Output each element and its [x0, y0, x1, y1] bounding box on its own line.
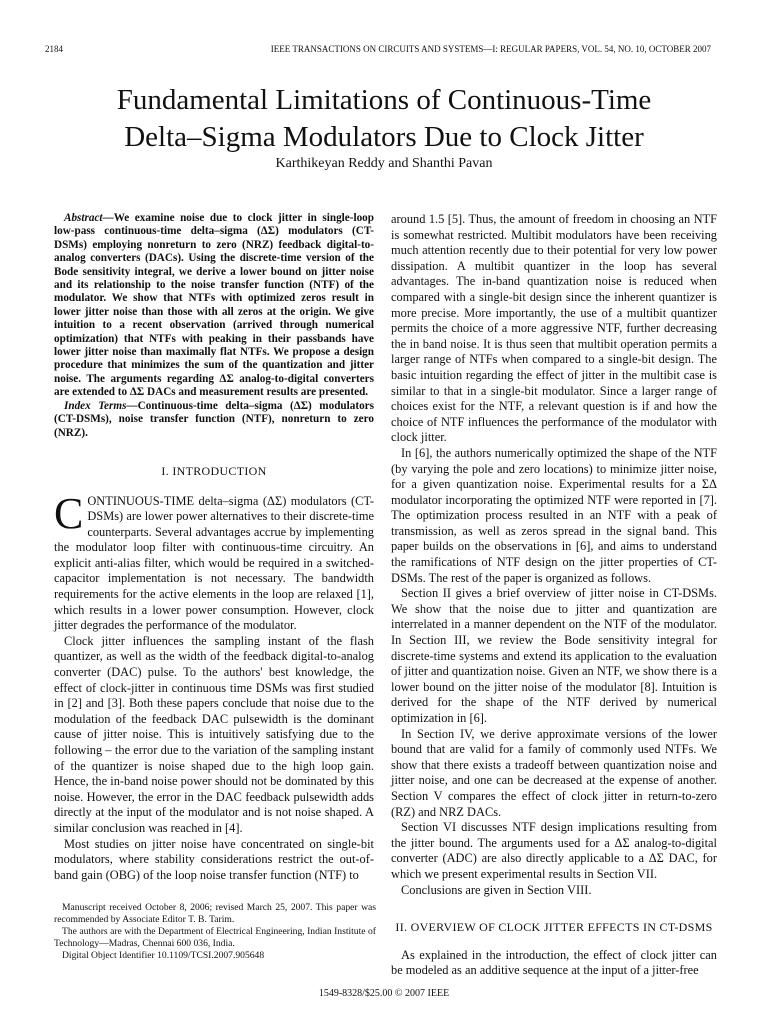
title-line-2: Delta–Sigma Modulators Due to Clock Jitter — [124, 121, 644, 153]
intro-paragraph-3: Most studies on jitter noise have concentrated on single-bit modulators, where stability considerations restrict the out-of-band gain (OBG) of the loop noise transfer function (NTF) to — [54, 836, 374, 882]
left-column — [54, 212, 374, 883]
intro-paragraph-2: Clock jitter influences the sampling instant of the flash quantizer, as well as the width of the feedback digital-to-analog converter (DAC) pulse. To the authors' best knowledge, the effect of clock-jitter in continuous time DSMs was first studied in [2] and [3]. Both these papers conclude that noise due to the modulation of the feedback DAC pulsewidth is the dominant cause of jitter noise. This is intuitively satisfying due to the following – the error due to the variation of the sampling instant of the quantizer is noise shaped due to the high loop gain. Hence, the in-band noise power should not be dominated by this noise. However, the error in the DAC feedback pulsewidth adds directly at the input of the modulator and is not noise shaped. A similar conclusion was reached in [4]. — [54, 633, 374, 835]
right-paragraph-3: Section II gives a brief overview of jitter noise in CT-DSMs. We show that the noise due to jitter and quantization are interrelated in a manner dependent on the NTF of the modulator. In Section III, we review the Bode sensitivity integral for discrete-time systems and extend its application to the evaluation of jitter and quantization noise. Given an NTF, we show there is a lower bound on the jitter noise of the modulator [8]. Intuition is derived for the shape of the NTF derived by numerical optimization in [6]. — [391, 586, 717, 725]
footnotes — [54, 902, 376, 962]
index-terms-text: Continuous-time delta–sigma (ΔΣ) modulators (CT-DSMs), noise transfer function (NTF), nonreturn to zero (NRZ). — [54, 399, 374, 439]
copyright-footer: 1549-8328/$25.00 © 2007 IEEE — [318, 988, 450, 999]
abstract: Abstract—We examine noise due to clock jitter in single-loop low-pass continuous-time delta–sigma (ΔΣ) modulators (CT-DSMs) employing nonreturn to zero (NRZ) feedback digital-to-analog converters (DACs). Using the discrete-time version of the Bode sensitivity integral, we derive a lower bound on jitter noise and its relationship to the noise transfer function (NTF) of the modulator. We show that NTFs with optimized zeros result in lower jitter noise than those with all zeros at the origin. We give intuition to a recent observation (arrived through numerical optimization) that NTFs with peaking in their passbands have lower jitter noise than maximally flat NTFs. We propose a design procedure that minimizes the sum of the quantization and jitter noise. The arguments regarding ΔΣ analog-to-digital converters are extended to ΔΣ DACs and measurement results are presented. — [54, 212, 374, 399]
authors: Karthikeyan Reddy and Shanthi Pavan — [275, 156, 493, 171]
drop-cap: C — [54, 488, 84, 538]
right-paragraph-4: In Section IV, we derive approximate versions of the lower bound that are valid for a family of commonly used NTFs. We show that there exists a tradeoff between quantization noise and jitter noise, and one can be decreased at the expense of another. Section V compares the effect of clock jitter in return-to-zero (RZ) and NRZ DACs. — [391, 726, 717, 819]
index-terms-label: Index Terms — [64, 399, 127, 412]
right-column — [391, 212, 717, 979]
page-number: 2184 — [45, 44, 63, 54]
section-1-heading: I. INTRODUCTION — [161, 463, 267, 478]
right-paragraph-7: As explained in the introduction, the effect of clock jitter can be modeled as an additive sequence at the input of a jitter-free — [391, 947, 717, 978]
abstract-text: We examine noise due to clock jitter in single-loop low-pass continuous-time delta–sigma (ΔΣ) modulators (CT-DSMs) employing nonreturn to zero (NRZ) feedback digital-to-analog converters (DACs). Using the discrete-time version of the Bode sensitivity integral, we derive a lower bound on jitter noise and its relationship to the noise transfer function (NTF) of the modulator. We show that NTFs with optimized zeros result in lower jitter noise than those with all zeros at the origin. We give intuition to a recent observation (arrived through numerical optimization) that NTFs with peaking in their passbands have lower jitter noise than maximally flat NTFs. We propose a design procedure that minimizes the sum of the quantization and jitter noise. The arguments regarding ΔΣ analog-to-digital converters are extended to ΔΣ DACs and measurement results are presented. — [54, 212, 374, 399]
right-paragraph-1: around 1.5 [5]. Thus, the amount of freedom in choosing an NTF is somewhat restricted. Multibit modulators have been receiving much attention recently due to their potential for very low power dissipation. A multibit quantizer in the loop has several advantages. The in-band quantization noise is reduced when compared with a single-bit design since the inherent quantizer is more precise. More importantly, the use of a multibit quantizer permits the choice of a more aggressive NTF, further decreasing the in band noise. It is thus seen that multibit operation permits a larger range of NTFs when compared to a single-bit design. The basic intuition regarding the effect of jitter in the multibit case is similar to that in a single-bit modulator. Since a larger range of choices exist for the NTF, a relevant question is if and how the choice of NTF influences the performance of the modulator with clock jitter. — [391, 212, 717, 445]
intro-paragraph-1 — [54, 488, 374, 634]
section-2-heading: II. OVERVIEW OF CLOCK JITTER EFFECTS IN CT-DSMS — [395, 920, 713, 935]
paper-title — [40, 82, 728, 156]
right-paragraph-6: Conclusions are given in Section VIII. — [401, 882, 592, 897]
footnote-manuscript: Manuscript received October 8, 2006; revised March 25, 2007. This paper was recommended by Associate Editor T. B. Tarim. — [54, 902, 376, 925]
footnote-doi: Digital Object Identifier 10.1109/TCSI.2007.905648 — [62, 950, 265, 961]
index-terms: Index Terms—Continuous-time delta–sigma (ΔΣ) modulators (CT-DSMs), noise transfer function (NTF), nonreturn to zero (NRZ). — [54, 399, 374, 439]
right-paragraph-2: In [6], the authors numerically optimized the shape of the NTF (by varying the pole and zero locations) to minimize jitter noise, for a given quantization noise. Experimental results for a ΣΔ modulator incorporating the optimized NTF were reported in [7]. The optimization process resulted in an NTF with a peak of transmission, as well as zeros spread in the signal band. This paper builds on the observations in [6], and aims to understand the ramifications of NTF design on the jitter properties of CT-DSMs. The rest of the paper is organized as follows. — [391, 445, 717, 585]
intro-paragraph-1-text: ONTINUOUS-TIME delta–sigma (ΔΣ) modulators (CT-DSMs) are lower power alternatives to their discrete-time counterparts. Several advantages accrue by implementing the modulator loop filter with continuous-time circuitry. An explicit anti-alias filter, which would be required in a switched-capacitor implementation is not necessary. The bandwidth requirements for the active elements in the loop are relaxed [1], which results in a lower power consumption. However, clock jitter degrades the performance of the modulator. — [54, 493, 374, 633]
right-paragraph-5: Section VI discusses NTF design implications resulting from the jitter bound. The arguments used for a ΔΣ analog-to-digital converter (ADC) are also directly applicable to a ΔΣ DAC, for which we present experimental results in Section VII. — [391, 820, 717, 881]
title-line-1: Fundamental Limitations of Continuous-Time — [116, 84, 652, 116]
footnote-affiliation: The authors are with the Department of Electrical Engineering, Indian Institute of Technology—Madras, Chennai 600 036, India. — [54, 926, 376, 949]
abstract-label: Abstract — [64, 212, 103, 224]
journal-header: IEEE TRANSACTIONS ON CIRCUITS AND SYSTEMS—I: REGULAR PAPERS, VOL. 54, NO. 10, OCTOBER 2007 — [270, 44, 711, 54]
